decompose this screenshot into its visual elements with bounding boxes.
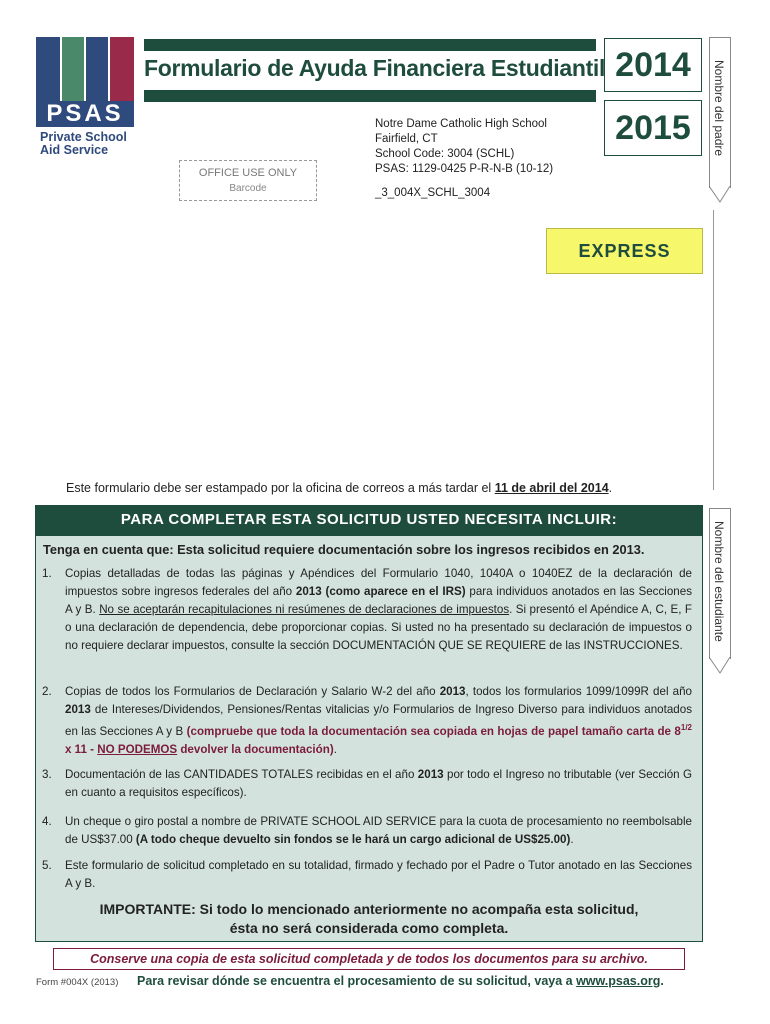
important-line-2: ésta no será considerada como completa. bbox=[229, 920, 509, 936]
deadline-text bbox=[66, 481, 612, 495]
requirement-item-1 bbox=[42, 565, 692, 655]
item-text-bold: 2013 (como aparece en el IRS) bbox=[295, 585, 466, 598]
item-text-bold: 2013 bbox=[439, 685, 466, 698]
deadline-end: . bbox=[608, 481, 613, 495]
parent-tab-arrow bbox=[709, 186, 731, 204]
item-text-bold: 2013 bbox=[65, 703, 91, 716]
parent-name-tab bbox=[709, 37, 731, 188]
item-text-part: Documentación de las CANTIDADES TOTALES recibidas en el año bbox=[65, 768, 418, 781]
item-text-part: Copias de todos los Formularios de Declaración y Salario W-2 del año bbox=[65, 685, 440, 698]
school-code: School Code: 3004 (SCHL) bbox=[375, 148, 515, 160]
logo-stripe bbox=[36, 37, 62, 101]
item-text: Este formulario de solicitud completado en su totalidad, firmado y fechado por el Padre o Tutor anotado en las Secciones A y B. bbox=[65, 859, 692, 890]
psas-code: PSAS: 1129-0425 P-R-N-B (10-12) bbox=[375, 163, 554, 175]
student-tab-arrow bbox=[709, 657, 731, 675]
item-text-part: . Si presentó el Apéndice A, C, E, F o una declaración de dependencia, debe proporcionar copias. Si usted no ha presentado su declaración de impuestos o no requiere declarar impuestos, consulte la sección DOCUMENTACIÓN QUE SE REQUIERE de las INSTRUCCIONES. bbox=[65, 603, 693, 652]
important-notice bbox=[35, 900, 703, 938]
item-text bbox=[65, 766, 692, 802]
requirement-item-3 bbox=[42, 766, 692, 802]
item-text-part: . bbox=[333, 742, 337, 756]
psas-logo bbox=[36, 37, 134, 157]
item-text-part: Un cheque o giro postal a nombre de PRIVATE SCHOOL AID SERVICE para la cuota de procesamiento no reembolsable de US$37.00 bbox=[65, 815, 692, 846]
office-use-box bbox=[179, 160, 317, 201]
school-city: Fairfield, CT bbox=[375, 133, 438, 145]
item-text-part: Copias detalladas de todas las páginas y Apéndices del Formulario 1040, 1040A o 1040EZ de la declaración de impuestos sobre ingresos federales del año bbox=[65, 567, 692, 598]
logo-stripes bbox=[36, 37, 134, 101]
item-text bbox=[65, 683, 692, 759]
item-text-part: de Intereses/Dividendos, Pensiones/Rentas vitalicias y/o Formularios de Ingreso Diverso para individuos anotados en las Secciones A y B bbox=[65, 703, 692, 738]
requirements-note: Tenga en cuenta que: Esta solicitud requiere documentación sobre los ingresos recibidos en 2013. bbox=[43, 542, 645, 557]
barcode-label: Barcode bbox=[229, 183, 267, 194]
title-bar-bottom bbox=[144, 90, 596, 102]
page-title: Formulario de Ayuda Financiera Estudiantil bbox=[144, 55, 606, 81]
requirement-item-2 bbox=[42, 683, 692, 759]
requirement-item-5 bbox=[42, 857, 692, 893]
logo-stripe bbox=[62, 37, 86, 101]
item-number: 3. bbox=[42, 768, 52, 781]
item-number: 2. bbox=[42, 685, 52, 698]
item-number: 1. bbox=[42, 567, 52, 580]
item-text-bold: 2013 bbox=[417, 768, 444, 781]
student-name-tab bbox=[709, 508, 731, 659]
title-bar-top bbox=[144, 39, 596, 51]
form-number: Form #004X (2013) bbox=[36, 977, 119, 988]
year-box-2015: 2015 bbox=[604, 100, 702, 156]
footer-end: . bbox=[660, 974, 664, 988]
item-number: 5. bbox=[42, 859, 52, 872]
item-text-bold: (A todo cheque devuelto sin fondos se le hará un cargo adicional de US$25.00) bbox=[135, 833, 571, 846]
logo-stripe bbox=[110, 37, 134, 101]
item-text-maroon: (compruebe que toda la documentación sea copiada en hojas de papel tamaño carta de 8 bbox=[186, 724, 681, 738]
item-text-maroon-underlined: NO PODEMOS bbox=[97, 742, 178, 756]
logo-subtitle-2: Aid Service bbox=[40, 143, 109, 157]
student-name-tab-label: Nombre del estudiante bbox=[712, 521, 726, 642]
item-text-maroon: devolver la documentación) bbox=[177, 742, 334, 756]
requirements-heading: PARA COMPLETAR ESTA SOLICITUD USTED NECESITA INCLUIR: bbox=[35, 505, 703, 535]
item-text bbox=[65, 813, 692, 849]
item-text-fraction: 1/2 bbox=[680, 723, 692, 732]
item-number: 4. bbox=[42, 815, 52, 828]
requirement-item-4 bbox=[42, 813, 692, 849]
psas-website-link[interactable]: www.psas.org bbox=[576, 974, 661, 988]
item-text-part: . bbox=[570, 833, 574, 846]
logo-word: PSAS bbox=[36, 101, 134, 127]
deadline-prefix: Este formulario debe ser estampado por la oficina de correos a más tardar el bbox=[66, 481, 495, 495]
office-use-title: OFFICE USE ONLY bbox=[198, 167, 298, 179]
logo-stripe bbox=[86, 37, 110, 101]
keep-copy-notice: Conserve una copia de esta solicitud completada y de todos los documentos para su archivo. bbox=[53, 948, 685, 970]
school-reference: _3_004X_SCHL_3004 bbox=[375, 187, 491, 199]
footer-prefix: Para revisar dónde se encuentra el procesamiento de su solicitud, vaya a bbox=[137, 974, 577, 988]
parent-name-tab-label: Nombre del padre bbox=[712, 60, 726, 157]
important-line-1: IMPORTANTE: Si todo lo mencionado anteriormente no acompaña esta solicitud, bbox=[99, 901, 639, 917]
footer-text bbox=[137, 974, 664, 988]
divider-line bbox=[713, 210, 714, 490]
item-text-part: por todo el Ingreso no tributable (ver Sección G en cuanto a requisitos específicos). bbox=[65, 768, 693, 799]
year-box-2014: 2014 bbox=[604, 38, 702, 92]
item-text-underlined: No se aceptarán recapitulaciones ni resúmenes de declaraciones de impuestos bbox=[99, 603, 510, 616]
logo-subtitle-1: Private School bbox=[40, 130, 127, 144]
express-badge: EXPRESS bbox=[546, 228, 703, 274]
item-text bbox=[65, 565, 692, 655]
deadline-date: 11 de abril del 2014 bbox=[494, 481, 609, 495]
item-text-part: , todos los formularios 1099/1099R del año bbox=[465, 685, 692, 698]
item-text-maroon: x 11 - bbox=[65, 742, 98, 756]
school-info bbox=[375, 117, 553, 177]
item-text-part: para individuos anotados en las Secciones A y B. bbox=[65, 585, 692, 616]
school-name: Notre Dame Catholic High School bbox=[375, 118, 547, 130]
